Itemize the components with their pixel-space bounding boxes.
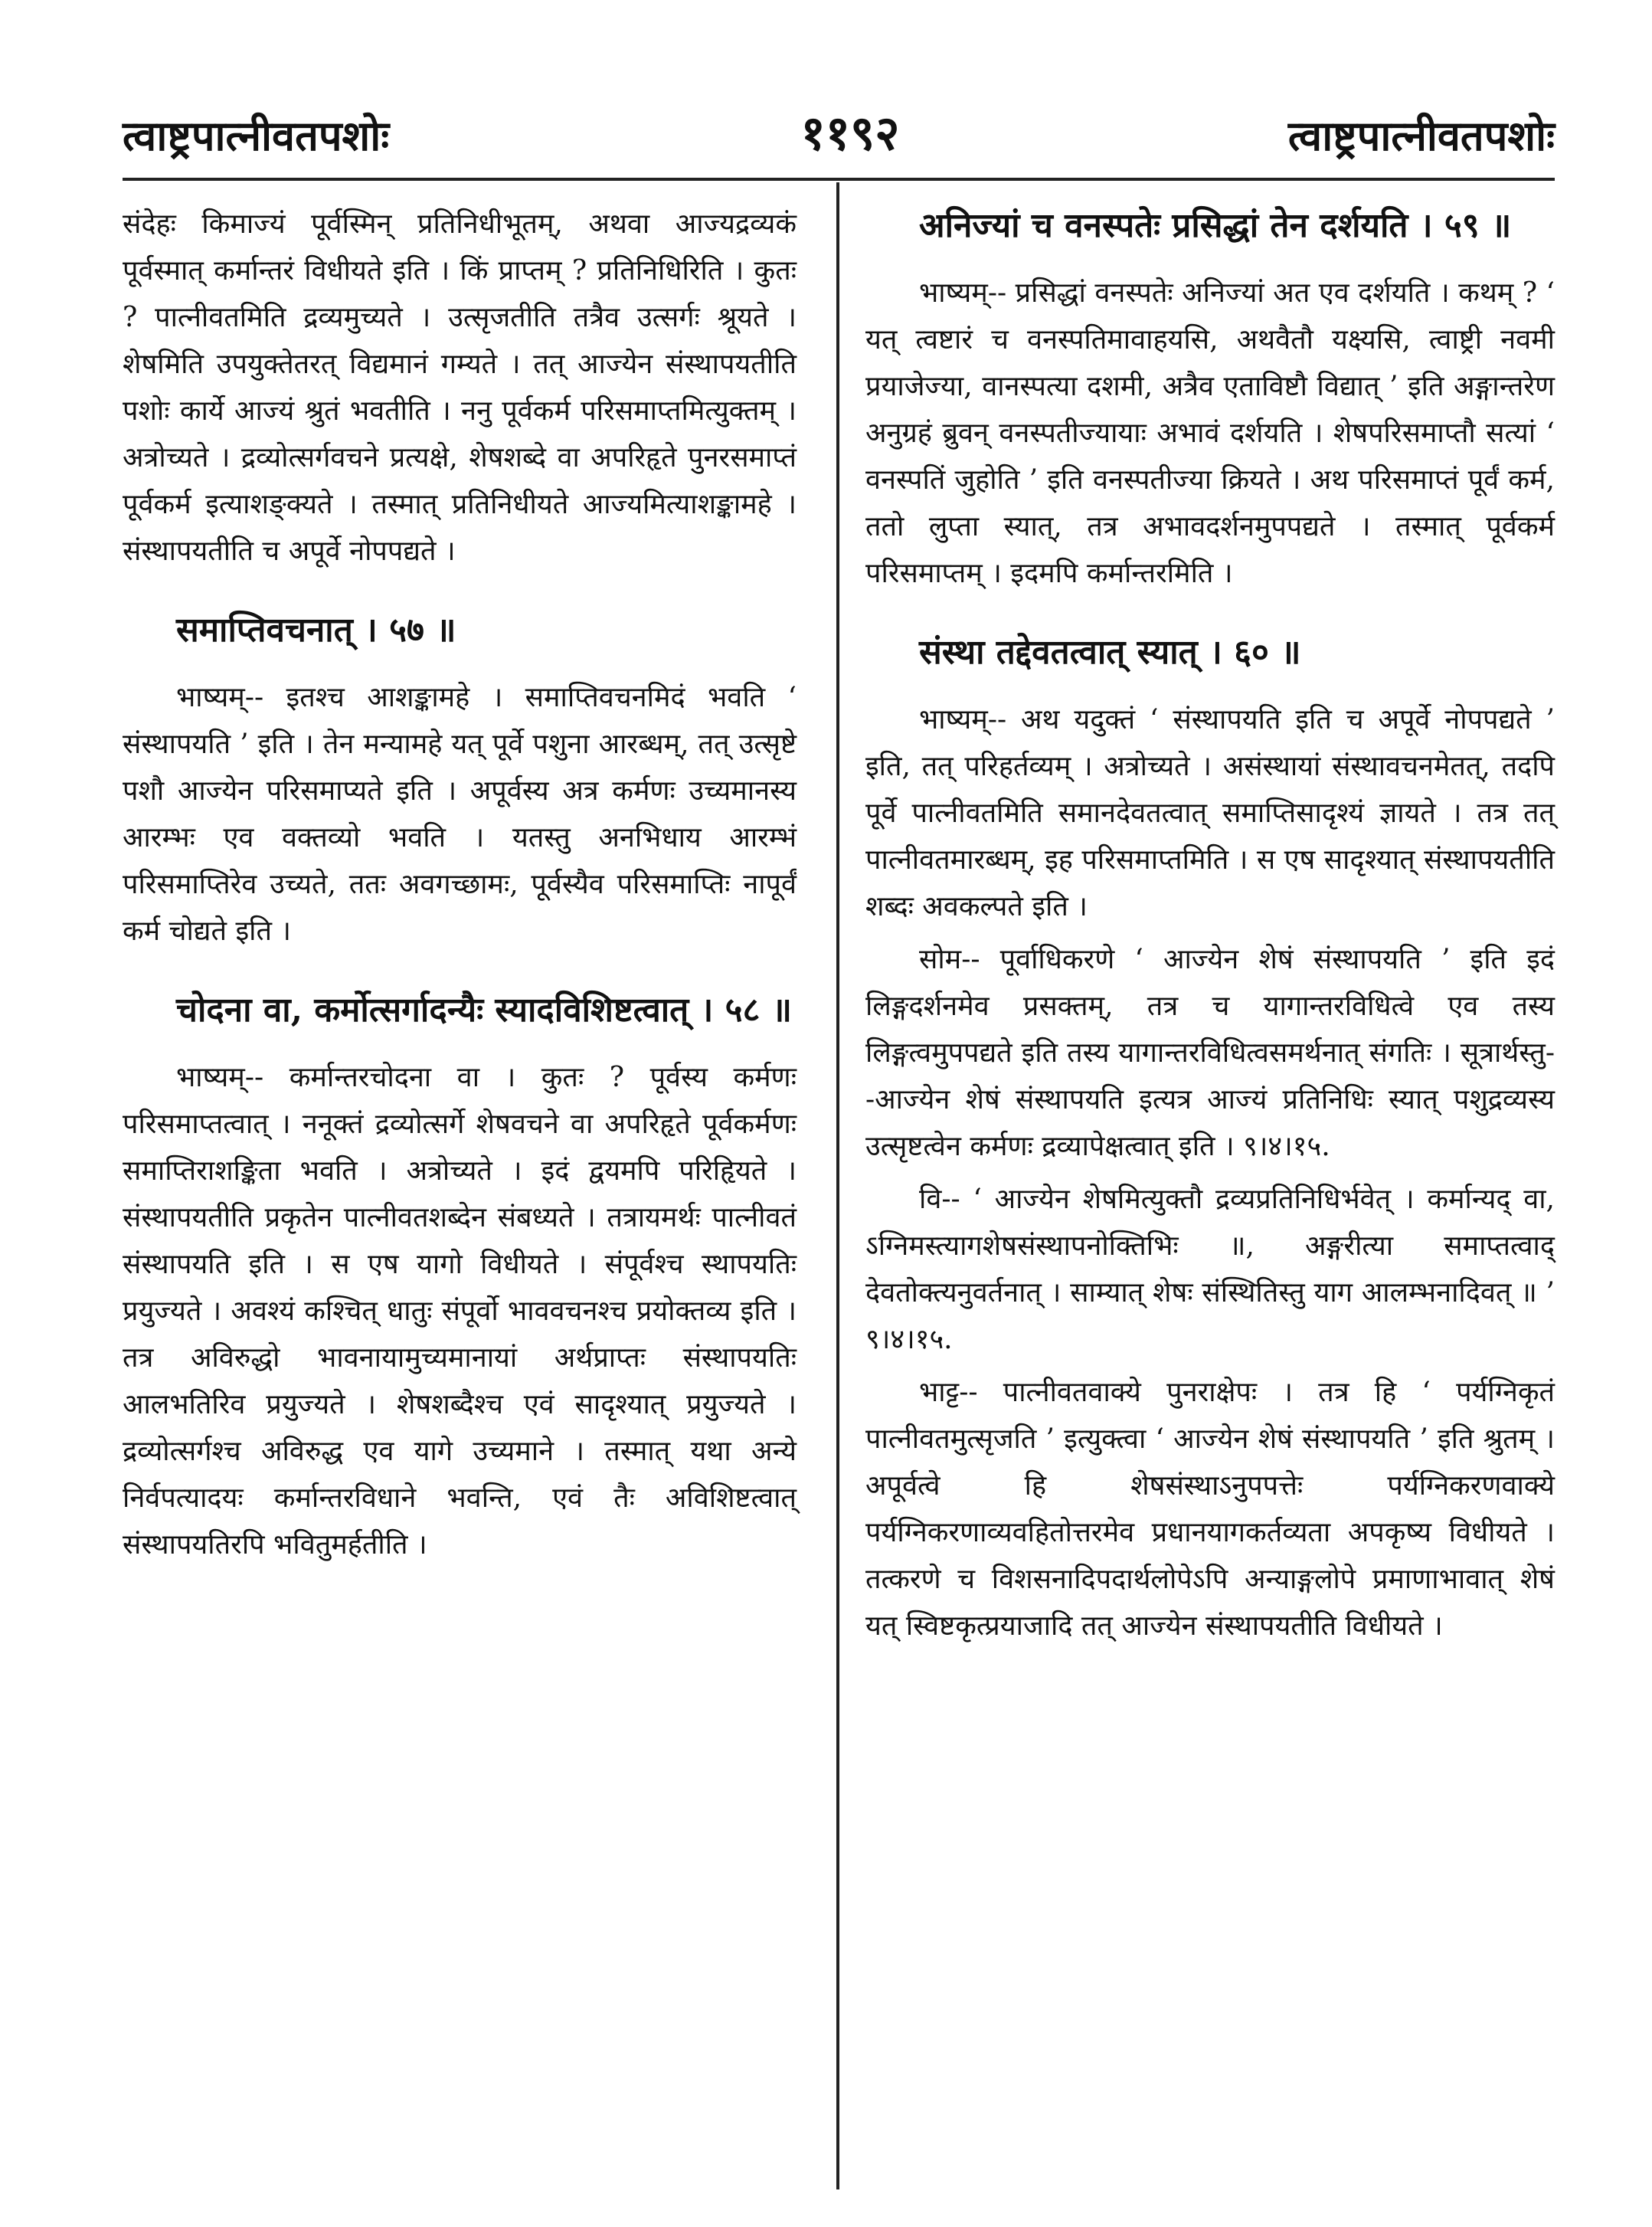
bhashya-59: भाष्यम्-- प्रसिद्धां वनस्पतेः अनिज्यां अत एव दर्शयति । कथम् ? ‘ यत् त्वष्टारं च वनस्पतिमावाहयसि, अथवैतौ यक्ष्यसि, त्वाष्ट्री नवमी प्रयाजेज्या, वानस्पत्या दशमी, अत्रैव एताविष्टौ विद्यात् ’ इति अङ्गान्तरेण अनुग्रहं ब्रुवन् वनस्पतीज्यायाः अभावं दर्शयति । शेषपरिसमाप्तौ सत्यां ‘ वनस्पतिं जुहोति ’ इति वनस्पतीज्या क्रियते । अथ परिसमाप्तं पूर्वं कर्म, ततो लुप्ता स्यात्, तत्र अभावदर्शनमुपपद्यते । तस्मात् पूर्वकर्म परिसमाप्तम् । इदमपि कर्मान्तरमिति । [865, 277, 1555, 589]
right-column [865, 201, 1555, 1656]
sutra-57: समाप्तिवचनात् । ५७ ॥ [176, 611, 456, 650]
left-column [123, 201, 797, 1574]
page-number: ११९२ [800, 105, 900, 161]
sutra-58: चोदना वा, कर्मोत्सर्गादन्यैः स्यादविशिष्टत्वात् । ५८ ॥ [176, 991, 793, 1030]
running-header [123, 92, 1555, 161]
header-left-title: त्वाष्ट्रपात्नीवतपशोः [123, 111, 390, 160]
bhatta-commentary: भाट्ट-- पात्नीवतवाक्ये पुनराक्षेपः । तत्र हि ‘ पर्यग्निकृतं पात्नीवतमुत्सृजति ’ इत्युक्त्वा ‘ आज्येन शेषं संस्थापयति ’ इति श्रुतम् । अपूर्वत्वे हि शेषसंस्थाऽनुपपत्तेः पर्यग्निकरणवाक्ये पर्यग्निकरणाव्यवहितोत्तरमेव प्रधानयागकर्तव्यता अपकृष्य विधीयते । तत्करणे च विशसनादिपदार्थलोपेऽपि अन्याङ्गलोपे प्रमाणाभावात् शेषं यत् स्विष्टकृत्प्रयाजादि तत् आज्येन संस्थापयतीति विधीयते । [865, 1377, 1555, 1642]
header-right-title: त्वाष्ट्रपात्नीवतपशोः [1287, 111, 1555, 160]
bhashya-57: भाष्यम्-- इतश्च आशङ्कामहे । समाप्तिवचनमिदं भवति ‘ संस्थापयति ’ इति । तेन मन्यामहे यत् पूर्वे पशुना आरब्धम्, तत् उत्सृष्टे पशौ आज्येन परिसमाप्यते इति । अपूर्वस्य अत्र कर्मणः उच्यमानस्य आरम्भः एव वक्तव्यो भवति । यतस्तु अनभिधाय आरम्भं परिसमाप्तिरेव उच्यते, ततः अवगच्छामः, पूर्वस्यैव परिसमाप्तिः नापूर्वं कर्म चोद्यते इति । [123, 682, 797, 947]
header-rule [123, 178, 1555, 181]
sutra-59: अनिज्यां च वनस्पतेः प्रसिद्धां तेन दर्शयति । ५९ ॥ [919, 206, 1512, 245]
vi-commentary: वि-- ‘ आज्येन शेषमित्युक्तौ द्रव्यप्रतिनिधिर्भवेत् । कर्मान्यद् वा, ऽग्निमस्त्यागशेषसंस्थापनोक्तिभिः ॥, अङ्गरीत्या समाप्तत्वाद् देवतोक्त्यनुवर्तनात् । साम्यात् शेषः संस्थितिस्तु याग आलम्भनादिवत् ॥ ’ ९।४।१५. [865, 1184, 1555, 1355]
sutra-60: संस्था तद्देवतत्वात् स्यात् । ६० ॥ [919, 633, 1301, 672]
bhashya-60: भाष्यम्-- अथ यदुक्तं ‘ संस्थापयति इति च अपूर्वे नोपपद्यते ’ इति, तत् परिहर्तव्यम् । अत्रोच्यते । असंस्थायां संस्थावचनमेतत्, तदपि पूर्वे पात्नीवतमिति समानदेवतत्वात् समाप्तिसादृश्यं ज्ञायते । तत्र तत् पात्नीवतमारब्धम्, इह परिसमाप्तमिति । स एष सादृश्यात् संस्थापयतीति शब्दः अवकल्पते इति । [865, 704, 1555, 922]
column-divider [836, 182, 839, 2189]
soma-commentary: सोम-- पूर्वाधिकरणे ‘ आज्येन शेषं संस्थापयति ’ इति इदं लिङ्गदर्शनमेव प्रसक्तम्, तत्र च यागान्तरविधित्वे एव तस्य लिङ्गत्वमुपपद्यते इति तस्य यागान्तरविधित्वसमर्थनात् संगतिः । सूत्रार्थस्तु--आज्येन शेषं संस्थापयति इत्यत्र आज्यं प्रतिनिधिः स्यात् पशुद्रव्यस्य उत्सृष्टत्वेन कर्मणः द्रव्यापेक्षत्वात् इति । ९।४।१५. [865, 944, 1555, 1162]
intro-paragraph: संदेहः किमाज्यं पूर्वस्मिन् प्रतिनिधीभूतम्, अथवा आज्यद्रव्यकं पूर्वस्मात् कर्मान्तरं विधीयते इति । किं प्राप्तम् ? प्रतिनिधिरिति । कुतः ? पात्नीवतमिति द्रव्यमुच्यते । उत्सृजतीति तत्रैव उत्सर्गः श्रूयते । शेषमिति उपयुक्तेतरत् विद्यमानं गम्यते । तत् आज्येन संस्थापयतीति पशोः कार्ये आज्यं श्रुतं भवतीति । ननु पूर्वकर्म परिसमाप्तमित्युक्तम् । अत्रोच्यते । द्रव्योत्सर्गवचने प्रत्यक्षे, शेषशब्दे वा अपरिहृते पुनरसमाप्तं पूर्वकर्म इत्याशङ्क्यते । तस्मात् प्रतिनिधीयते आज्यमित्याशङ्कामहे । संस्थापयतीति च अपूर्वे नोपपद्यते । [123, 208, 797, 567]
bhashya-58: भाष्यम्-- कर्मान्तरचोदना वा । कुतः ? पूर्वस्य कर्मणः परिसमाप्तत्वात् । ननूक्तं द्रव्योत्सर्गे शेषवचने वा अपरिहृते पूर्वकर्मणः समाप्तिराशङ्किता भवति । अत्रोच्यते । इदं द्वयमपि परिहृियते । संस्थापयतीति प्रकृतेन पात्नीवतशब्देन संबध्यते । तत्रायमर्थः पात्नीवतं संस्थापयति इति । स एष यागो विधीयते । संपूर्वश्च स्थापयतिः प्रयुज्यते । अवश्यं कश्चित् धातुः संपूर्वो भाववचनश्च प्रयोक्तव्य इति । तत्र अविरुद्धो भावनायामुच्यमानायां अर्थप्राप्तः संस्थापयतिः आलभतिरिव प्रयुज्यते । शेषशब्दैश्च एवं सादृश्यात् प्रयुज्यते । द्रव्योत्सर्गश्च अविरुद्ध एव यागे उच्यमाने । तस्मात् यथा अन्ये निर्वपत्यादयः कर्मान्तरविधाने भवन्ति, एवं तैः अविशिष्टत्वात् संस्थापयतिरपि भवितुमर्हतीति । [123, 1062, 797, 1561]
